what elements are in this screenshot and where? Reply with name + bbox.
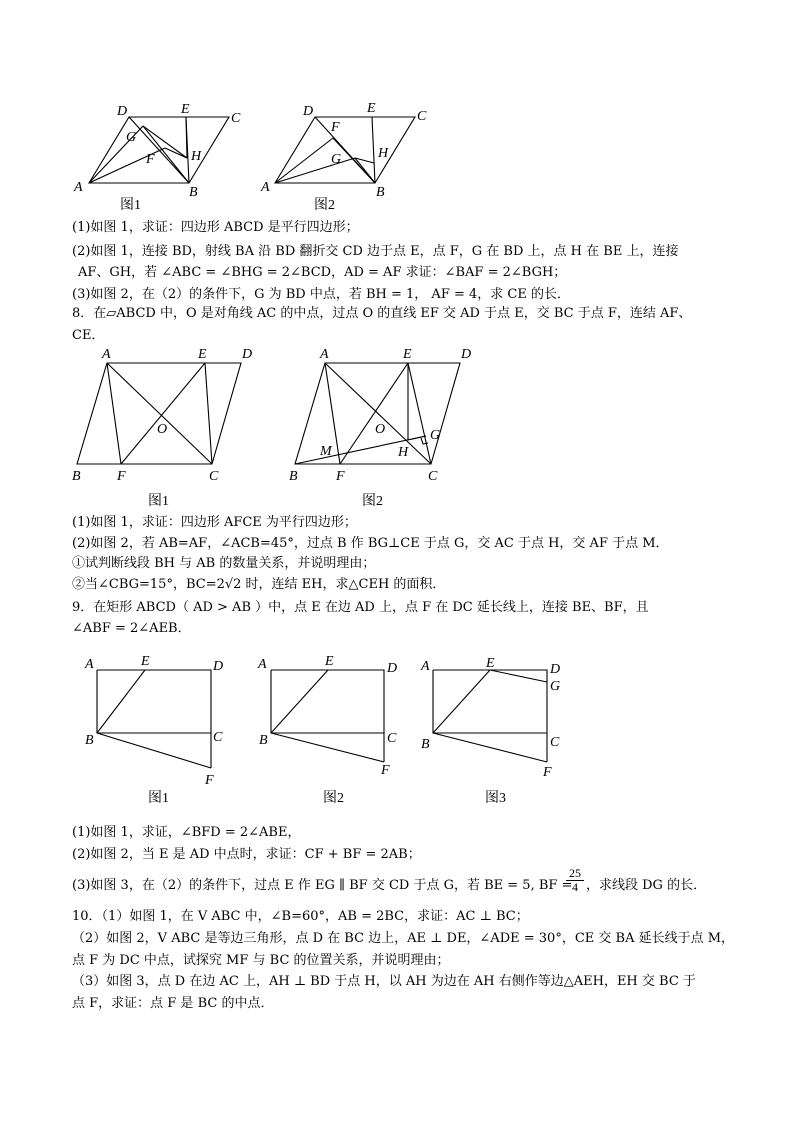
- fraction-denominator: 4: [572, 880, 578, 894]
- p7-fig2-label-C: C: [417, 109, 427, 124]
- p9-fig2-caption: 图2: [323, 791, 344, 806]
- p8-fig2-label-B: B: [289, 469, 298, 484]
- p8-fig1-label-E: E: [198, 347, 207, 362]
- p8-fig2-label-O: O: [375, 422, 386, 437]
- p7-q1: (1)如图 1，求证：四边形 ABCD 是平行四边形；: [72, 220, 359, 235]
- p9-fig3-label-G: G: [550, 679, 561, 694]
- p9-fig2-label-B: B: [259, 733, 268, 748]
- p9-fig3-caption: 图3: [485, 791, 506, 806]
- p9-fig2-label-C: C: [387, 731, 397, 746]
- p7-fig1-label-F: F: [146, 152, 155, 167]
- p9-fig2-label-E: E: [325, 654, 334, 669]
- p10-q3-line1: （3）如图 3，点 D 在边 AC 上，AH ⊥ BD 于点 H，以 AH 为边在 AH 右侧作等边△AEH，EH 交 BC 于: [72, 974, 696, 989]
- p9-fig1-label-E: E: [141, 654, 150, 669]
- p8-fig2-label-G: G: [430, 428, 441, 443]
- p8-q1: (1)如图 1，求证：四边形 AFCE 为平行四边形；: [72, 515, 357, 530]
- p9-fig2-label-A: A: [258, 657, 267, 672]
- p8-fig2-label-C: C: [428, 469, 438, 484]
- p9-intro-line1: 9．在矩形 ABCD（ AD > AB ）中，点 E 在边 AD 上，点 F 在 DC 延长线上，连接 BE、BF，且: [72, 600, 649, 615]
- p9-q3-end: ，求线段 DG 的长．: [586, 878, 707, 893]
- p8-fig1-label-C: C: [209, 469, 219, 484]
- p7-fig1-label-C: C: [231, 111, 241, 126]
- p10-q1: 10．（1）如图 1，在 V ABC 中，∠B=60°，AB = 2BC，求证：AC ⊥ BC；: [72, 909, 529, 924]
- p10-q3-line2: 点 F，求证：点 F 是 BC 的中点．: [72, 996, 274, 1011]
- p7-fig1-caption: 图1: [120, 198, 141, 213]
- p8-fig2-label-M: M: [320, 444, 332, 459]
- p9-fig3-label-A: A: [421, 659, 430, 674]
- p9-q3-fraction: [566, 867, 584, 894]
- p10-q2-line1: （2）如图 2，V ABC 是等边三角形，点 D 在 BC 边上，AE ⊥ DE，∠ADE = 30°，CE 交 BA 延长线于点 M，: [72, 931, 735, 946]
- p9-fig2-label-D: D: [387, 661, 398, 676]
- p9-fig1-label-A: A: [85, 657, 94, 672]
- p8-fig1-caption: 图1: [148, 494, 169, 509]
- p7-q2-line2: AF、GH，若 ∠ABC = ∠BHG = 2∠BCD，AD = AF 求证：∠BAF = 2∠BGH；: [78, 265, 567, 280]
- p7-fig1-label-B: B: [189, 185, 198, 200]
- p9-fig3-label-D: D: [550, 662, 561, 677]
- p7-q2-line1: (2)如图 1，连接 BD，射线 BA 沿 BD 翻折交 CD 边于点 E，点 F，G 在 BD 上，点 H 在 BE 上，连接: [72, 244, 679, 259]
- p9-fig1-caption: 图1: [148, 791, 169, 806]
- p8-fig2-caption: 图2: [362, 494, 383, 509]
- p9-fig3-label-E: E: [486, 656, 495, 671]
- p9-fig1-label-D: D: [213, 659, 224, 674]
- p7-fig2-label-B: B: [376, 185, 385, 200]
- p7-fig1-label-E: E: [181, 102, 190, 117]
- p9-q1: (1)如图 1，求证，∠BFD = 2∠ABE，: [72, 825, 301, 840]
- p8-fig1-label-B: B: [72, 469, 81, 484]
- p7-fig2-label-G: G: [331, 152, 342, 167]
- p8-intro-line2: CE．: [72, 328, 105, 343]
- p9-intro-line2: ∠ABF = 2∠AEB．: [72, 621, 191, 636]
- p8-fig2-label-E: E: [403, 347, 412, 362]
- p7-fig1-label-A: A: [74, 180, 83, 195]
- p9-fig2-label-F: F: [381, 763, 390, 778]
- p8-fig1-label-O: O: [157, 422, 168, 437]
- p8-intro-line1: 8．在▱ABCD 中，O 是对角线 AC 的中点，过点 O 的直线 EF 交 AD 于点 E，交 BC 于点 F，连结 AF、: [72, 306, 692, 321]
- p9-fig1-label-B: B: [85, 733, 94, 748]
- p8-fig2-label-F: F: [336, 469, 345, 484]
- p7-fig2-label-F: F: [331, 120, 340, 135]
- p8-q2-i: ①试判断线段 BH 与 AB 的数量关系，并说明理由；: [72, 556, 376, 571]
- p8-fig1-label-F: F: [117, 469, 126, 484]
- p8-q2-ii: ②当∠CBG=15°，BC=2√2 时，连结 EH，求△CEH 的面积．: [72, 577, 446, 592]
- p7-fig2-caption: 图2: [314, 198, 335, 213]
- p10-q2-line2: 点 F 为 DC 中点，试探究 MF 与 BC 的位置关系，并说明理由；: [72, 953, 450, 968]
- p8-fig2-label-A: A: [320, 347, 329, 362]
- p7-fig1-label-G: G: [126, 130, 137, 145]
- p9-q3: (3)如图 3，在（2）的条件下，过点 E 作 EG ∥ BF 交 CD 于点 G，若 BE = 5, BF =: [72, 878, 573, 893]
- p8-q2: (2)如图 2，若 AB=AF，∠ACB=45°，过点 B 作 BG⊥CE 于点 G，交 AC 于点 H，交 AF 于点 M．: [72, 536, 669, 551]
- p8-fig1-label-A: A: [102, 347, 111, 362]
- p9-fig3-label-C: C: [550, 735, 560, 750]
- p7-fig2-label-A: A: [261, 180, 270, 195]
- p7-fig1-label-D: D: [117, 104, 128, 119]
- p8-fig2-label-D: D: [461, 347, 472, 362]
- p9-fig3-label-F: F: [543, 765, 552, 780]
- fraction-numerator: 25: [566, 867, 584, 881]
- p7-fig2-label-E: E: [367, 101, 376, 116]
- p9-fig1-label-C: C: [213, 730, 223, 745]
- p7-q3: (3)如图 2，在（2）的条件下，G 为 BD 中点，若 BH = 1， AF = 4，求 CE 的长．: [72, 287, 570, 302]
- p7-fig2-label-H: H: [378, 146, 389, 161]
- p9-fig3-label-B: B: [421, 737, 430, 752]
- p9-fig1-label-F: F: [205, 773, 214, 788]
- p9-q2: (2)如图 2，当 E 是 AD 中点时，求证：CF + BF = 2AB；: [72, 847, 421, 862]
- p7-fig1-label-H: H: [191, 149, 202, 164]
- p7-fig2-label-D: D: [303, 104, 314, 119]
- p8-fig1-label-D: D: [242, 347, 253, 362]
- p8-fig2-label-H: H: [398, 445, 409, 460]
